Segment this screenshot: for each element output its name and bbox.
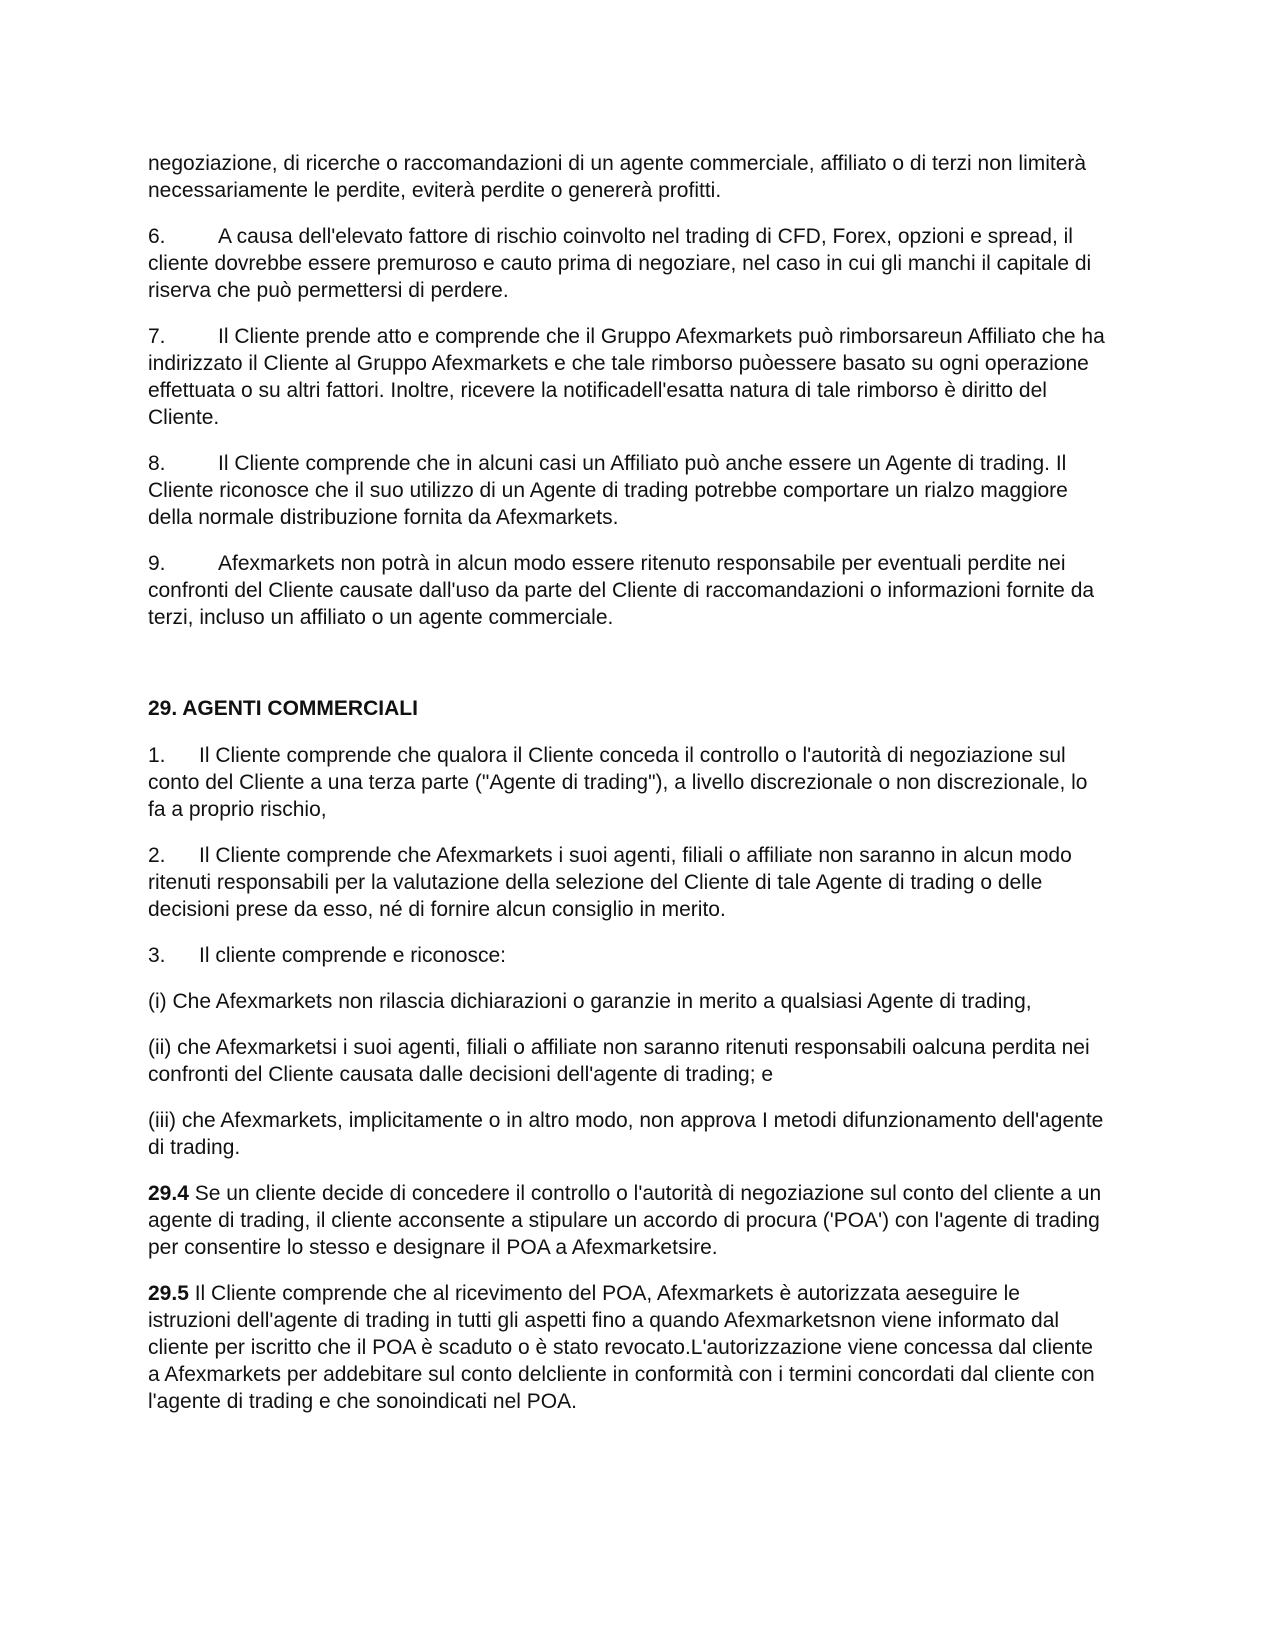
item-28-9 [148,550,1108,631]
clause-number: 29.4 [148,1182,189,1205]
item-number: 6. [148,225,166,248]
item-29-2 [148,842,1108,923]
item-text: Il Cliente comprende che in alcuni casi un Affiliato può anche essere un Agente di trading. Il Cliente riconosce che il suo utilizzo di un Agente di trading potrebbe comportare un rialzo maggiore della normale distribuzione fornita da Afexmarkets. [148,452,1068,529]
item-29-1 [148,742,1108,823]
clause-text: Il Cliente comprende che al ricevimento del POA, Afexmarkets è autorizzata aeseguire le istruzioni dell'agente di trading in tutti gli aspetti fino a quando Afexmarketsnon viene informato dal cliente per iscritto che il POA è scaduto o è stato revocato.L'autorizzazione viene concessa dal cliente a Afexmarkets per addebitare sul conto delcliente in conformità con i termini concordati dal cliente con l'agente di trading e che sonoindicati nel POA. [148,1282,1095,1413]
item-text: Afexmarkets non potrà in alcun modo essere ritenuto responsabile per eventuali perdite nei confronti del Cliente causate dall'uso da parte del Cliente di raccomandazioni o informazioni fornite da terzi, incluso un affiliato o un agente commerciale. [148,552,1095,629]
document-page [148,150,1108,1434]
subitem-iii: (iii) che Afexmarkets, implicitamente o in altro modo, non approva I metodi difunzionamento dell'agente di trading. [148,1109,1104,1159]
item-number: 7. [148,325,166,348]
item-text: Il Cliente prende atto e comprende che il Gruppo Afexmarkets può rimborsareun Affiliato che ha indirizzato il Cliente al Gruppo Afexmarkets e che tale rimborso puòessere basato su ogni operazione effettuata o su altri fattori. Inoltre, ricevere la notificadell'esatta natura di tale rimborso è diritto del Cliente. [148,325,1105,429]
clause-29-4 [148,1180,1108,1261]
item-text: Il Cliente comprende che qualora il Cliente conceda il controllo o l'autorità di negoziazione sul conto del Cliente a una terza parte ("Agente di trading"), a livello discrezionale o non discrezionale, lo fa a proprio rischio, [148,744,1088,821]
subitem-ii: (ii) che Afexmarketsi i suoi agenti, filiali o affiliate non saranno ritenuti responsabili oalcuna perdita nei confronti del Cliente causata dalle decisioni dell'agente di trading; e [148,1036,1090,1086]
item-number: 2. [148,844,166,867]
item-number: 1. [148,744,166,767]
item-text: Il Cliente comprende che Afexmarkets i suoi agenti, filiali o affiliate non saranno in alcun modo ritenuti responsabili per la valutazione della selezione del Cliente di tale Agente di trading o delle decisioni prese da esso, né di fornire alcun consiglio in merito. [148,844,1072,921]
subitem-i: (i) Che Afexmarkets non rilascia dichiarazioni o garanzie in merito a qualsiasi Agente di trading, [148,990,1032,1013]
item-28-8 [148,450,1108,531]
item-text: Il cliente comprende e riconosce: [199,944,506,967]
section-heading: 29. AGENTI COMMERCIALI [148,697,418,720]
continuation-paragraph: negoziazione, di ricerche o raccomandazioni di un agente commerciale, affiliato o di terzi non limiterà necessariamente le perdite, eviterà perdite o genererà profitti. [148,152,1087,202]
item-29-3 [148,942,1108,969]
clause-number: 29.5 [148,1282,189,1305]
item-number: 3. [148,944,166,967]
clause-29-5 [148,1280,1108,1415]
item-number: 9. [148,552,166,575]
item-number: 8. [148,452,166,475]
item-text: A causa dell'elevato fattore di rischio coinvolto nel trading di CFD, Forex, opzioni e spread, il cliente dovrebbe essere premuroso e cauto prima di negoziare, nel caso in cui gli manchi il capitale di riserva che può permettersi di perdere. [148,225,1092,302]
item-28-7 [148,323,1108,431]
clause-text: Se un cliente decide di concedere il controllo o l'autorità di negoziazione sul conto del cliente a un agente di trading, il cliente acconsente a stipulare un accordo di procura ('POA') con l'agente di trading per consentire lo stesso e designare il POA a Afexmarketsire. [148,1182,1102,1259]
item-28-6 [148,223,1108,304]
